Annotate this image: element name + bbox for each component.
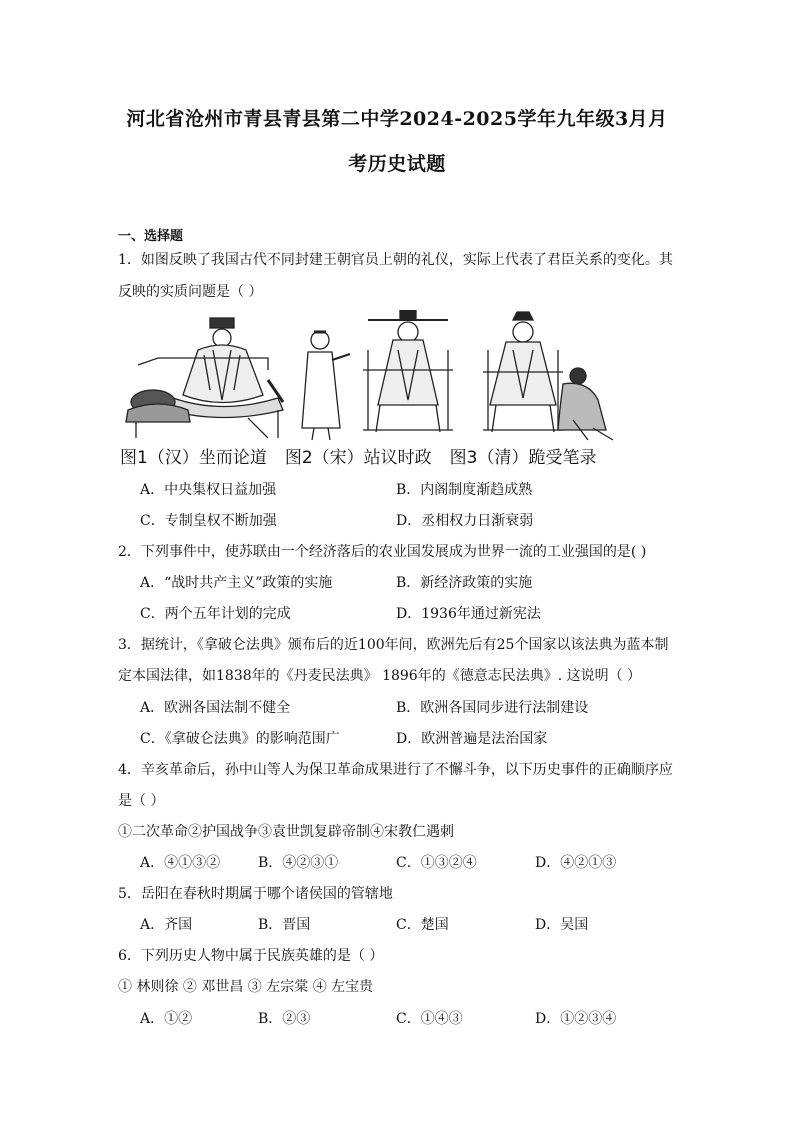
figure2-song-drawing <box>302 310 453 440</box>
q4-option-b[interactable]: B．④②③① <box>258 855 339 871</box>
q4-option-c[interactable]: C．①③②④ <box>396 855 477 871</box>
q2-stem: 2．下列事件中，使苏联由一个经济落后的农业国发展成为世界一流的工业强国的是( ) <box>118 544 647 560</box>
figure3-qing-drawing <box>483 312 613 440</box>
q6-option-b[interactable]: B．②③ <box>258 1011 311 1027</box>
q4-option-a[interactable]: A．④①③② <box>140 855 221 871</box>
caption-fig3: 图3（清）跪受笔录 <box>449 448 597 468</box>
court-etiquette-illustration <box>118 310 618 445</box>
q6-option-d[interactable]: D．①②③④ <box>535 1011 617 1027</box>
q1-option-b[interactable]: B．内阁制度渐趋成熟 <box>396 482 533 498</box>
q3-option-b[interactable]: B．欧洲各国同步进行法制建设 <box>396 700 589 716</box>
q6-option-a[interactable]: A．①② <box>140 1011 193 1027</box>
q1-option-d[interactable]: D．丞相权力日渐衰弱 <box>396 513 534 529</box>
q1-option-a[interactable]: A．中央集权日益加强 <box>140 482 277 498</box>
q3-stem-line2: 定本国法律，如1838年的《丹麦民法典》 1896年的《德意志民法典》. 这说明（ ） <box>118 668 642 684</box>
exam-title-line2: 考历史试题 <box>348 153 446 175</box>
q2-option-b[interactable]: B．新经济政策的实施 <box>396 575 533 591</box>
figure1-han-drawing <box>126 318 283 438</box>
q4-stem-line2: 是（ ） <box>118 793 165 809</box>
q6-person-list: ① 林则徐 ② 邓世昌 ③ 左宗棠 ④ 左宝贵 <box>118 979 374 995</box>
q6-option-c[interactable]: C．①④③ <box>396 1011 463 1027</box>
q2-option-d[interactable]: D．1936年通过新宪法 <box>396 606 541 622</box>
q3-stem-line1: 3．据统计，《拿破仑法典》颁布后的近100年间，欧洲先后有25个国家以该法典为蓝本制 <box>118 637 669 653</box>
caption-fig2: 图2（宋）站议时政 <box>284 448 432 468</box>
q3-option-c[interactable]: C．《拿破仑法典》的影响范围广 <box>140 731 340 747</box>
q4-event-list: ①二次革命②护国战争③袁世凯复辟帝制④宋教仁遇刺 <box>118 824 454 840</box>
q5-option-a[interactable]: A．齐国 <box>140 917 193 933</box>
section-heading: 一、选择题 <box>118 229 184 244</box>
q2-option-c[interactable]: C．两个五年计划的完成 <box>140 606 291 622</box>
q4-option-d[interactable]: D．④②①③ <box>535 855 617 871</box>
caption-fig1: 图1（汉）坐而论道 <box>120 448 267 468</box>
q6-stem: 6．下列历史人物中属于民族英雄的是（ ） <box>118 948 384 964</box>
q1-stem-line2: 反映的实质问题是（ ） <box>118 284 263 300</box>
q5-option-c[interactable]: C．楚国 <box>396 917 449 933</box>
q3-option-a[interactable]: A．欧洲各国法制不健全 <box>140 700 291 716</box>
q5-option-d[interactable]: D．吴国 <box>535 917 589 933</box>
q5-option-b[interactable]: B．晋国 <box>258 917 311 933</box>
q1-option-c[interactable]: C．专制皇权不断加强 <box>140 513 277 529</box>
q4-stem-line1: 4．辛亥革命后，孙中山等人为保卫革命成果进行了不懈斗争，以下历史事件的正确顺序应 <box>118 762 673 778</box>
q3-option-d[interactable]: D．欧洲普遍是法治国家 <box>396 731 548 747</box>
q1-stem-line1: 1．如图反映了我国古代不同封建王朝官员上朝的礼仪，实际上代表了君臣关系的变化。其 <box>118 252 673 268</box>
figure-captions <box>120 443 614 468</box>
exam-title-line1: 河北省沧州市青县青县第二中学2024-2025学年九年级3月月 <box>126 108 668 130</box>
q2-option-a[interactable]: A．“战时共产主义”政策的实施 <box>140 575 333 591</box>
q5-stem: 5．岳阳在春秋时期属于哪个诸侯国的管辖地 <box>118 886 393 902</box>
